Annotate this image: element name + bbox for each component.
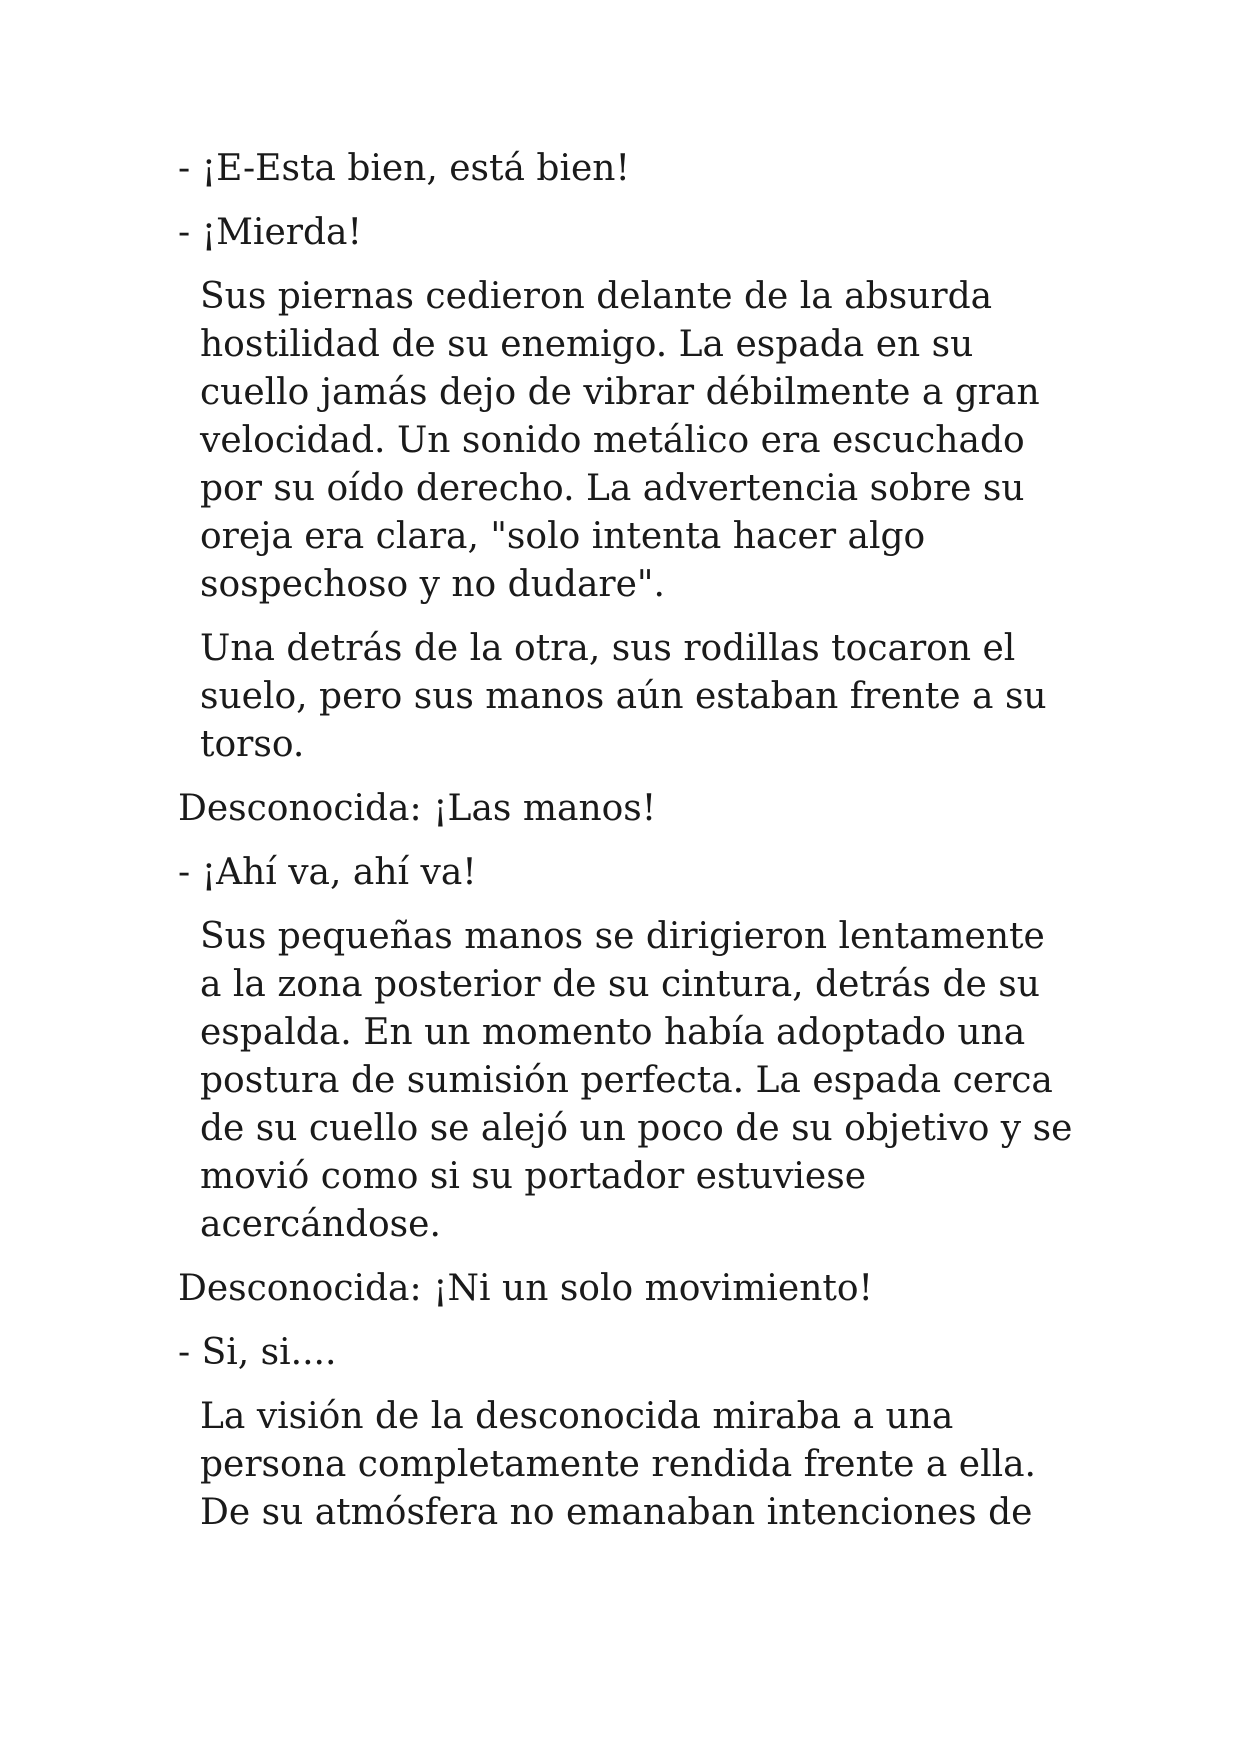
text-line: Una detrás de la otra, sus rodillas tocaron el xyxy=(200,628,1016,669)
text-line: a la zona posterior de su cintura, detrás de su xyxy=(200,964,1040,1005)
paragraph xyxy=(178,913,1078,1249)
text-line: hostilidad de su enemigo. La espada en su xyxy=(200,324,974,365)
text-line: - Si, si.... xyxy=(178,1332,337,1373)
paragraph xyxy=(178,785,1078,833)
text-line: Desconocida: ¡Ni un solo movimiento! xyxy=(178,1268,874,1309)
text-line: torso. xyxy=(200,724,305,765)
text-line: La visión de la desconocida miraba a una xyxy=(200,1396,954,1437)
paragraph xyxy=(178,209,1078,257)
text-line: movió como si su portador estuviese xyxy=(200,1156,866,1197)
paragraph xyxy=(178,1265,1078,1313)
text-line: por su oído derecho. La advertencia sobre su xyxy=(200,468,1025,509)
text-line: oreja era clara, "solo intenta hacer algo xyxy=(200,516,926,557)
text-line: suelo, pero sus manos aún estaban frente a su xyxy=(200,676,1047,717)
text-line: sospechoso y no dudare". xyxy=(200,564,665,605)
text-line: de su cuello se alejó un poco de su objetivo y se xyxy=(200,1108,1073,1149)
paragraph xyxy=(178,145,1078,193)
text-line: postura de sumisión perfecta. La espada cerca xyxy=(200,1060,1053,1101)
paragraph xyxy=(178,273,1078,609)
text-line: Sus pequeñas manos se dirigieron lentamente xyxy=(200,916,1045,957)
text-line: - ¡E-Esta bien, está bien! xyxy=(178,148,630,189)
text-line: velocidad. Un sonido metálico era escuchado xyxy=(200,420,1025,461)
text-line: cuello jamás dejo de vibrar débilmente a gran xyxy=(200,372,1040,413)
text-line: De su atmósfera no emanaban intenciones de xyxy=(200,1492,1033,1533)
paragraph xyxy=(178,849,1078,897)
text-line: Desconocida: ¡Las manos! xyxy=(178,788,657,829)
body-text xyxy=(178,145,1078,1553)
text-line: - ¡Mierda! xyxy=(178,212,362,253)
paragraph xyxy=(178,1393,1078,1537)
text-line: persona completamente rendida frente a ella. xyxy=(200,1444,1036,1485)
text-line: Sus piernas cedieron delante de la absurda xyxy=(200,276,993,317)
paragraph xyxy=(178,1329,1078,1377)
paragraph xyxy=(178,625,1078,769)
text-line: - ¡Ahí va, ahí va! xyxy=(178,852,477,893)
text-line: acercándose. xyxy=(200,1204,441,1245)
text-line: espalda. En un momento había adoptado una xyxy=(200,1012,1026,1053)
